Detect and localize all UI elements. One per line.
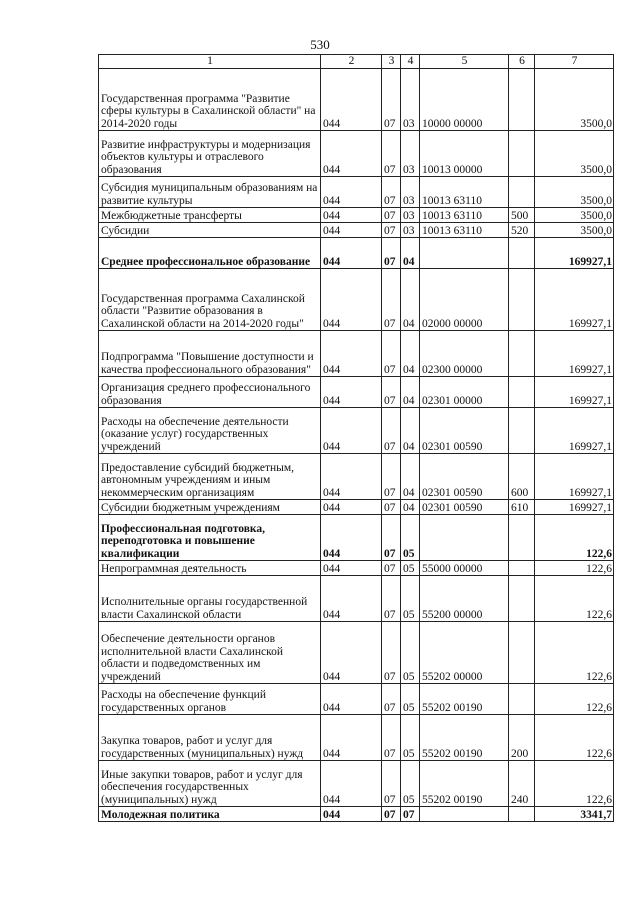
row-rz: 07 (382, 269, 401, 331)
row-name: Обеспечение деятельности органов исполнительной власти Сахалинской области и подведомственных им учреждений (99, 622, 321, 684)
row-ved: 044 (321, 561, 382, 576)
row-ved: 044 (321, 684, 382, 715)
row-ved: 044 (321, 69, 382, 131)
row-name: Предоставление субсидий бюджетным, автономным учреждениям и иным некоммерческим организациям (99, 454, 321, 500)
table-row (99, 208, 614, 223)
row-name: Иные закупки товаров, работ и услуг для обеспечения государственных (муниципальных) нужд (99, 761, 321, 807)
row-name: Молодежная политика (99, 807, 321, 822)
row-ved: 044 (321, 408, 382, 454)
row-vr (509, 269, 535, 331)
row-csr: 55200 00000 (420, 576, 509, 622)
row-csr: 10013 63110 (420, 223, 509, 238)
row-csr: 10013 63110 (420, 177, 509, 208)
row-csr: 10013 63110 (420, 208, 509, 223)
row-rz: 07 (382, 807, 401, 822)
row-sum: 169927,1 (535, 377, 614, 408)
row-rz: 07 (382, 684, 401, 715)
table-row (99, 454, 614, 500)
row-pr: 04 (401, 408, 420, 454)
row-sum: 3500,0 (535, 208, 614, 223)
row-vr: 200 (509, 715, 535, 761)
row-pr: 03 (401, 177, 420, 208)
row-pr: 05 (401, 576, 420, 622)
row-pr: 03 (401, 69, 420, 131)
row-name: Государственная программа Сахалинской области "Развитие образования в Сахалинской области на 2014-2020 годы" (99, 269, 321, 331)
row-rz: 07 (382, 208, 401, 223)
row-name: Субсидии бюджетным учреждениям (99, 500, 321, 515)
table-header-row (99, 55, 614, 69)
row-name: Исполнительные органы государственной власти Сахалинской области (99, 576, 321, 622)
table-row (99, 408, 614, 454)
row-vr (509, 377, 535, 408)
row-pr: 04 (401, 500, 420, 515)
row-sum: 122,6 (535, 622, 614, 684)
row-csr: 55000 00000 (420, 561, 509, 576)
row-rz: 07 (382, 131, 401, 177)
row-vr: 520 (509, 223, 535, 238)
row-pr: 05 (401, 515, 420, 561)
row-pr: 03 (401, 131, 420, 177)
row-csr (420, 807, 509, 822)
row-name: Организация среднего профессионального образования (99, 377, 321, 408)
table-row (99, 500, 614, 515)
table-row (99, 576, 614, 622)
table-row (99, 331, 614, 377)
row-vr: 610 (509, 500, 535, 515)
row-vr: 240 (509, 761, 535, 807)
row-ved: 044 (321, 807, 382, 822)
row-vr (509, 515, 535, 561)
row-pr: 05 (401, 761, 420, 807)
row-pr: 05 (401, 561, 420, 576)
row-csr: 02301 00590 (420, 500, 509, 515)
row-csr: 02301 00590 (420, 408, 509, 454)
row-name: Государственная программа "Развитие сферы культуры в Сахалинской области" на 2014-2020 годы (99, 69, 321, 131)
row-sum: 122,6 (535, 515, 614, 561)
row-name: Субсидии (99, 223, 321, 238)
row-vr (509, 622, 535, 684)
row-name: Расходы на обеспечение функций государственных органов (99, 684, 321, 715)
row-pr: 05 (401, 715, 420, 761)
row-pr: 05 (401, 684, 420, 715)
row-rz: 07 (382, 223, 401, 238)
row-sum: 3500,0 (535, 177, 614, 208)
table-row (99, 223, 614, 238)
row-csr: 10013 00000 (420, 131, 509, 177)
table-row (99, 269, 614, 331)
row-csr: 02301 00000 (420, 377, 509, 408)
row-sum: 122,6 (535, 576, 614, 622)
row-csr (420, 238, 509, 269)
row-rz: 07 (382, 238, 401, 269)
row-rz: 07 (382, 576, 401, 622)
row-ved: 044 (321, 761, 382, 807)
row-csr: 55202 00000 (420, 622, 509, 684)
row-sum: 169927,1 (535, 500, 614, 515)
row-csr: 10000 00000 (420, 69, 509, 131)
row-vr (509, 331, 535, 377)
row-ved: 044 (321, 208, 382, 223)
row-pr: 05 (401, 622, 420, 684)
header-cell: 4 (401, 55, 420, 69)
row-ved: 044 (321, 177, 382, 208)
table-row (99, 715, 614, 761)
row-name: Закупка товаров, работ и услуг для государственных (муниципальных) нужд (99, 715, 321, 761)
table-row (99, 238, 614, 269)
row-rz: 07 (382, 69, 401, 131)
row-sum: 3341,7 (535, 807, 614, 822)
row-ved: 044 (321, 238, 382, 269)
row-rz: 07 (382, 500, 401, 515)
row-vr: 500 (509, 208, 535, 223)
row-csr: 02300 00000 (420, 331, 509, 377)
row-pr: 04 (401, 331, 420, 377)
row-ved: 044 (321, 715, 382, 761)
row-rz: 07 (382, 408, 401, 454)
row-rz: 07 (382, 561, 401, 576)
row-ved: 044 (321, 269, 382, 331)
row-ved: 044 (321, 515, 382, 561)
table-row (99, 131, 614, 177)
header-cell: 3 (382, 55, 401, 69)
row-sum: 169927,1 (535, 408, 614, 454)
row-vr: 600 (509, 454, 535, 500)
header-cell: 1 (99, 55, 321, 69)
row-vr (509, 69, 535, 131)
row-sum: 122,6 (535, 715, 614, 761)
row-ved: 044 (321, 223, 382, 238)
row-name: Субсидия муниципальным образованиям на развитие культуры (99, 177, 321, 208)
row-sum: 3500,0 (535, 131, 614, 177)
row-name: Среднее профессиональное образование (99, 238, 321, 269)
row-sum: 122,6 (535, 684, 614, 715)
row-vr (509, 238, 535, 269)
row-vr (509, 684, 535, 715)
row-ved: 044 (321, 500, 382, 515)
row-name: Профессиональная подготовка, переподготовка и повышение квалификации (99, 515, 321, 561)
table-row (99, 177, 614, 208)
row-pr: 07 (401, 807, 420, 822)
row-ved: 044 (321, 576, 382, 622)
row-csr: 55202 00190 (420, 715, 509, 761)
row-rz: 07 (382, 622, 401, 684)
row-ved: 044 (321, 377, 382, 408)
table-row (99, 622, 614, 684)
row-vr (509, 177, 535, 208)
table-row (99, 761, 614, 807)
row-csr (420, 515, 509, 561)
table-row (99, 377, 614, 408)
table-row (99, 684, 614, 715)
table-row (99, 807, 614, 822)
row-name: Межбюджетные трансферты (99, 208, 321, 223)
header-cell: 2 (321, 55, 382, 69)
row-vr (509, 561, 535, 576)
row-rz: 07 (382, 515, 401, 561)
row-name: Подпрограмма "Повышение доступности и качества профессионального образования" (99, 331, 321, 377)
row-pr: 04 (401, 269, 420, 331)
header-cell: 7 (535, 55, 614, 69)
header-cell: 5 (420, 55, 509, 69)
row-pr: 03 (401, 208, 420, 223)
row-pr: 04 (401, 238, 420, 269)
row-rz: 07 (382, 761, 401, 807)
row-pr: 03 (401, 223, 420, 238)
row-name: Развитие инфраструктуры и модернизация объектов культуры и отраслевого образования (99, 131, 321, 177)
row-sum: 3500,0 (535, 69, 614, 131)
table-row (99, 69, 614, 131)
row-vr (509, 131, 535, 177)
page-number: 530 (310, 37, 330, 52)
row-sum: 169927,1 (535, 238, 614, 269)
row-csr: 55202 00190 (420, 684, 509, 715)
row-sum: 3500,0 (535, 223, 614, 238)
row-ved: 044 (321, 131, 382, 177)
row-sum: 122,6 (535, 761, 614, 807)
row-csr: 02000 00000 (420, 269, 509, 331)
header-cell: 6 (509, 55, 535, 69)
budget-table (98, 54, 614, 822)
row-vr (509, 807, 535, 822)
row-rz: 07 (382, 331, 401, 377)
row-pr: 04 (401, 454, 420, 500)
row-ved: 044 (321, 331, 382, 377)
row-sum: 169927,1 (535, 454, 614, 500)
row-sum: 169927,1 (535, 269, 614, 331)
row-vr (509, 576, 535, 622)
row-sum: 169927,1 (535, 331, 614, 377)
row-sum: 122,6 (535, 561, 614, 576)
row-csr: 55202 00190 (420, 761, 509, 807)
row-ved: 044 (321, 454, 382, 500)
row-csr: 02301 00590 (420, 454, 509, 500)
table-row (99, 561, 614, 576)
row-vr (509, 408, 535, 454)
row-rz: 07 (382, 377, 401, 408)
row-rz: 07 (382, 177, 401, 208)
row-rz: 07 (382, 715, 401, 761)
row-rz: 07 (382, 454, 401, 500)
row-ved: 044 (321, 622, 382, 684)
row-name: Расходы на обеспечение деятельности (оказание услуг) государственных учреждений (99, 408, 321, 454)
table-row (99, 515, 614, 561)
row-pr: 04 (401, 377, 420, 408)
row-name: Непрограммная деятельность (99, 561, 321, 576)
